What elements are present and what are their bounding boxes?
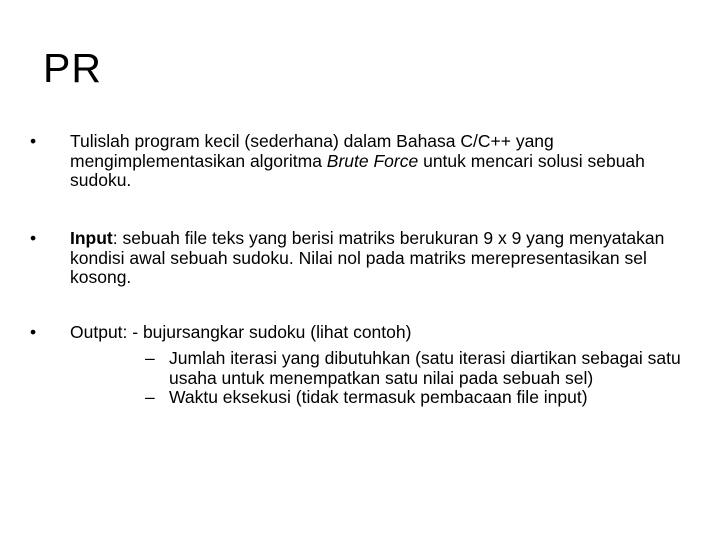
bullet-task-text-after: untuk mencari solusi sebuah sudoku. [70,150,645,190]
bullet-marker: • [30,322,37,342]
sub-item-marker: – [145,387,155,407]
slide-title: PR [43,45,102,91]
bullet-marker: • [30,131,37,151]
bullet-task-text-before: Tulislah program kecil (sederhana) dalam Bahasa C/C++ yang mengimplementasikan algoritma [70,131,554,171]
output-sub-item-execution-time [145,388,685,408]
bullet-task-emphasis: Brute Force [326,150,419,171]
output-sub-item-iterations-text: Jumlah iterasi yang dibutuhkan (satu iterasi diartikan sebagai satu usaha untuk menempatkan satu nilai pada sebuah sel) [169,348,681,388]
output-sub-list [145,349,685,408]
bullet-input-description: : sebuah file teks yang berisi matriks berukuran 9 x 9 yang menyatakan kondisi awal sebuah sudoku. Nilai nol pada matriks merepresentasikan sel kosong. [70,228,665,287]
bullet-input-text [70,229,690,288]
bullet-marker: • [30,228,37,248]
sub-item-marker: – [145,348,155,368]
bullet-input-label: Input [70,228,113,248]
output-sub-item-iterations [145,349,685,388]
bullet-task-text [70,132,690,191]
output-sub-item-execution-time-text: Waktu eksekusi (tidak termasuk pembacaan file input) [169,387,588,407]
bullet-output-text: Output: - bujursangkar sudoku (lihat contoh) [70,322,412,342]
